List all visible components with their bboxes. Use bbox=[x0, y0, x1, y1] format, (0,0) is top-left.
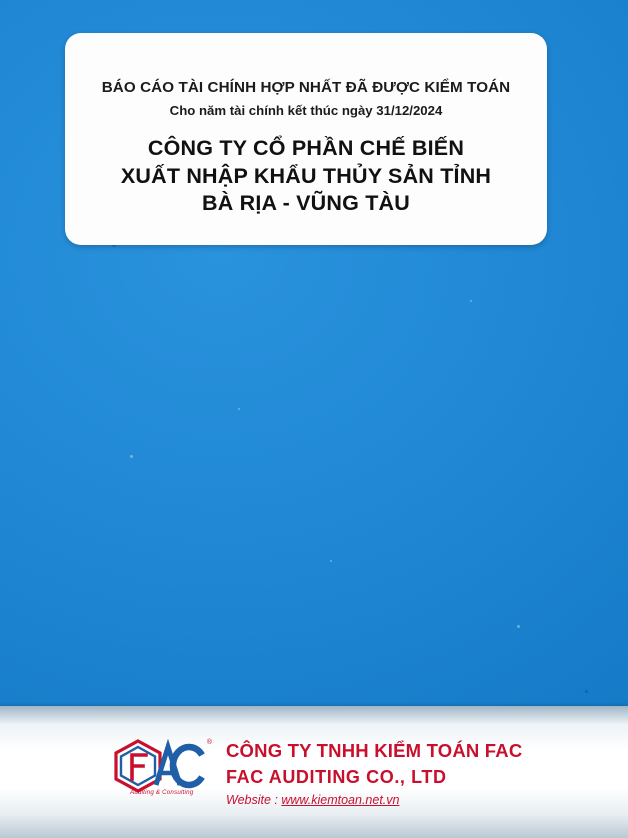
texture-speck bbox=[330, 560, 332, 562]
auditor-name-vi: CÔNG TY TNHH KIỂM TOÁN FAC bbox=[226, 739, 523, 761]
texture-speck bbox=[130, 455, 133, 458]
website-url[interactable]: www.kiemtoan.net.vn bbox=[281, 792, 400, 807]
registered-mark-icon: ® bbox=[206, 739, 212, 746]
fac-logo-icon bbox=[112, 737, 208, 811]
texture-speck bbox=[585, 690, 588, 693]
auditor-name-en: FAC AUDITING CO., LTD bbox=[226, 766, 447, 787]
company-name-line-2: XUẤT NHẬP KHẨU THỦY SẢN TỈNH bbox=[120, 163, 492, 188]
website-label: Website : bbox=[226, 792, 278, 807]
auditor-website bbox=[226, 793, 522, 807]
auditor-text-block bbox=[226, 740, 522, 807]
title-card bbox=[65, 33, 547, 245]
fac-logo bbox=[112, 737, 212, 811]
logo-tagline: Auditing & Consulting bbox=[130, 789, 194, 796]
report-title: BÁO CÁO TÀI CHÍNH HỢP NHẤT ĐÃ ĐƯỢC KIỂM TOÁN bbox=[101, 79, 511, 96]
texture-speck bbox=[517, 625, 520, 628]
company-name-line-1: CÔNG TY CỔ PHẦN CHẾ BIẾN bbox=[147, 136, 465, 160]
company-name-line-3: BÀ RỊA - VŨNG TÀU bbox=[201, 191, 411, 216]
texture-speck bbox=[238, 408, 240, 410]
texture-speck bbox=[470, 300, 472, 302]
report-period: Cho năm tài chính kết thúc ngày 31/12/2024 bbox=[169, 103, 443, 118]
auditor-footer-band bbox=[0, 706, 628, 838]
company-name bbox=[121, 135, 491, 218]
